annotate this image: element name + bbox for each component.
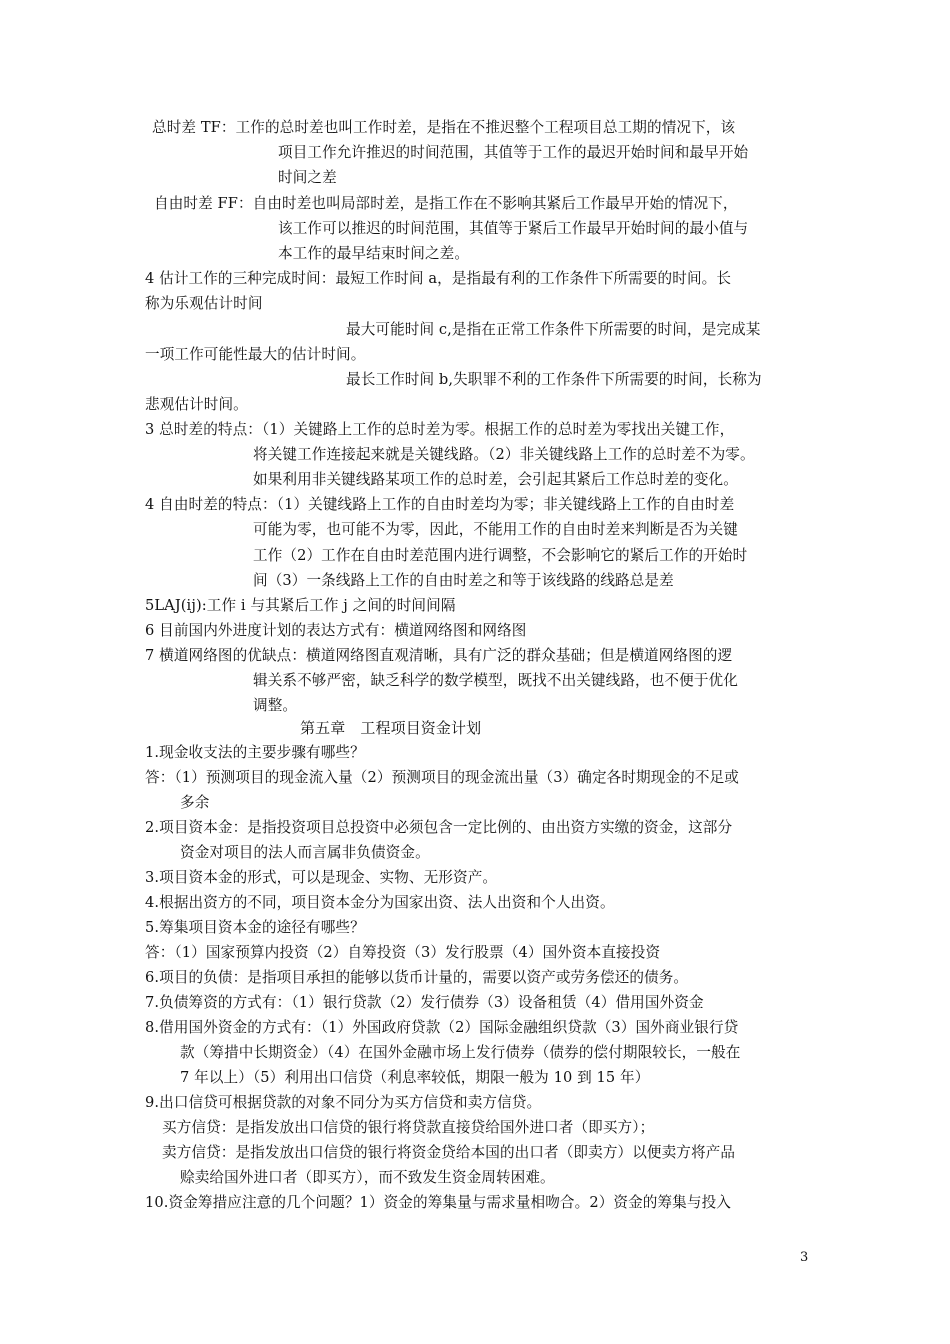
text-line: 调整。 xyxy=(253,697,298,714)
text-line: 项目工作允许推迟的时间范围，其值等于工作的最迟开始时间和最早开始 xyxy=(278,144,749,161)
text-line: 赊卖给国外进口者（即买方），而不致发生资金周转困难。 xyxy=(180,1169,555,1186)
text-line: 最大可能时间 c,是指在正常工作条件下所需要的时间，是完成某 xyxy=(346,321,761,338)
text-line: 7 年以上）（5）利用出口信贷（利息率较低，期限一般为 10 到 15 年） xyxy=(180,1069,650,1086)
text-line: 3.项目资本金的形式，可以是现金、实物、无形资产。 xyxy=(145,869,498,886)
text-line: 2.项目资本金：是指投资项目总投资中必须包含一定比例的、由出资方实缴的资金，这部分 xyxy=(145,819,733,836)
text-line: 自由时差 FF：自由时差也叫局部时差，是指工作在不影响其紧后工作最早开始的情况下， xyxy=(154,195,738,212)
text-line: 9.出口信贷可根据贷款的对象不同分为买方信贷和卖方信贷。 xyxy=(145,1094,542,1111)
text-line: 间（3）一条线路上工作的自由时差之和等于该线路的线路总是差 xyxy=(253,572,674,589)
text-line: 7 横道网络图的优缺点：横道网络图直观清晰，具有广泛的群众基础；但是横道网络图的逻 xyxy=(145,647,733,664)
text-line: 款（筹措中长期资金）（4）在国外金融市场上发行债券（债券的偿付期限较长，一般在 xyxy=(180,1044,741,1061)
text-line: 答：（1）国家预算内投资（2）自筹投资（3）发行股票（4）国外资本直接投资 xyxy=(145,944,661,961)
text-line: 卖方信贷：是指发放出口信贷的银行将资金贷给本国的出口者（即卖方）以便卖方将产品 xyxy=(162,1144,736,1161)
text-line: 资金对项目的法人而言属非负债资金。 xyxy=(180,844,430,861)
text-line: 5.筹集项目资本金的途径有哪些？ xyxy=(145,919,365,936)
text-line: 最长工作时间 b,失职罪不利的工作条件下所需要的时间，长称为 xyxy=(346,371,762,388)
text-line: 一项工作可能性最大的估计时间。 xyxy=(145,346,366,363)
text-line: 如果利用非关键线路某项工作的总时差，会引起其紧后工作总时差的变化。 xyxy=(253,471,738,488)
page-number: 3 xyxy=(800,1250,809,1265)
text-line: 本工作的最早结束时间之差。 xyxy=(278,245,470,262)
text-line: 6.项目的负债：是指项目承担的能够以货币计量的，需要以资产或劳务偿还的债务。 xyxy=(145,969,689,986)
text-line: 工作（2）工作在自由时差范围内进行调整，不会影响它的紧后工作的开始时 xyxy=(253,547,748,564)
text-line: 7.负债筹资的方式有：（1）银行贷款（2）发行债券（3）设备租赁（4）借用国外资金 xyxy=(145,994,704,1011)
text-line: 1.现金收支法的主要步骤有哪些？ xyxy=(145,744,365,761)
text-line: 可能为零，也可能不为零，因此，不能用工作的自由时差来判断是否为关键 xyxy=(253,521,738,538)
text-line: 4.根据出资方的不同，项目资本金分为国家出资、法人出资和个人出资。 xyxy=(145,894,615,911)
text-line: 时间之差 xyxy=(278,169,337,186)
text-line: 悲观估计时间。 xyxy=(145,396,248,413)
text-line: 8.借用国外资金的方式有：（1）外国政府贷款（2）国际金融组织贷款（3）国外商业银行贷 xyxy=(145,1019,739,1036)
text-line: 10.资金筹措应注意的几个问题？1）资金的筹集量与需求量相吻合。2）资金的筹集与投入 xyxy=(145,1194,731,1211)
text-line: 总时差 TF：工作的总时差也叫工作时差，是指在不推迟整个工程项目总工期的情况下，该 xyxy=(152,119,736,136)
text-line: 称为乐观估计时间 xyxy=(145,295,263,312)
text-line: 多余 xyxy=(180,794,210,811)
text-line: 辑关系不够严密，缺乏科学的数学模型，既找不出关键线路，也不便于优化 xyxy=(253,672,738,689)
text-line: 答：（1）预测项目的现金流入量（2）预测项目的现金流出量（3）确定各时期现金的不足或 xyxy=(145,769,739,786)
text-line: 4 自由时差的特点：（1）关键线路上工作的自由时差均为零；非关键线路上工作的自由时差 xyxy=(145,496,735,513)
text-line: 将关键工作连接起来就是关键线路。（2）非关键线路上工作的总时差不为零。 xyxy=(253,446,755,463)
text-line: 3 总时差的特点：（1）关键路上工作的总时差为零。根据工作的总时差为零找出关键工作， xyxy=(145,421,735,438)
text-line: 该工作可以推迟的时间范围，其值等于紧后工作最早开始时间的最小值与 xyxy=(278,220,749,237)
chapter-heading: 第五章 工程项目资金计划 xyxy=(300,719,482,737)
text-line: 买方信贷：是指发放出口信贷的银行将贷款直接贷给国外进口者（即买方）； xyxy=(162,1119,655,1136)
text-line: 5LAJ(ij):工作 i 与其紧后工作 j 之间的时间间隔 xyxy=(145,597,456,614)
text-line: 4 估计工作的三种完成时间：最短工作时间 a，是指最有利的工作条件下所需要的时间。长 xyxy=(145,270,732,287)
text-line: 6 目前国内外进度计划的表达方式有：横道网络图和网络图 xyxy=(145,622,527,639)
